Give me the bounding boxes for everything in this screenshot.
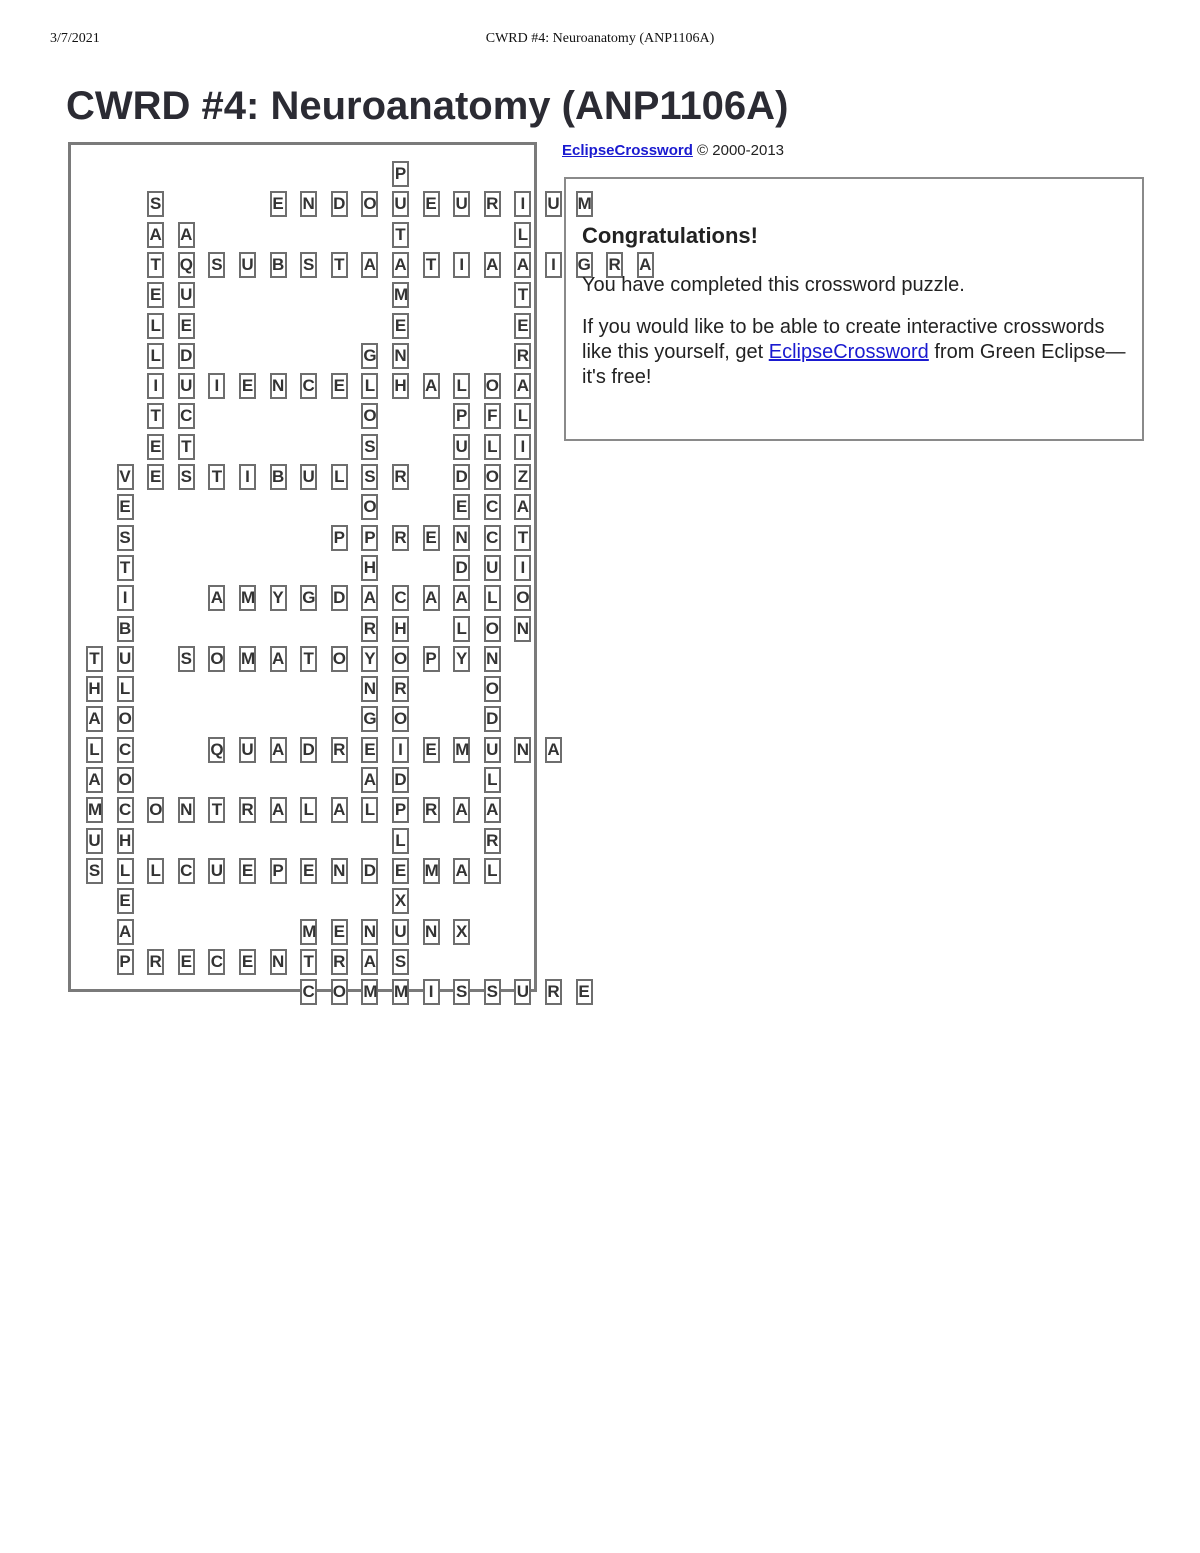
crossword-cell[interactable]: O xyxy=(208,646,225,672)
crossword-cell[interactable]: B xyxy=(117,616,134,642)
crossword-cell[interactable]: N xyxy=(484,646,501,672)
crossword-cell[interactable]: T xyxy=(208,464,225,490)
crossword-cell[interactable]: S xyxy=(484,979,501,1005)
crossword-cell[interactable]: O xyxy=(361,403,378,429)
congratulations-box xyxy=(564,177,1144,441)
crossword-cell[interactable]: R xyxy=(423,797,440,823)
crossword-cell[interactable]: S xyxy=(453,979,470,1005)
crossword-cell[interactable]: T xyxy=(300,646,317,672)
crossword-cell[interactable]: M xyxy=(86,797,103,823)
crossword-cell[interactable]: O xyxy=(117,706,134,732)
crossword-cell[interactable]: R xyxy=(147,949,164,975)
crossword-cell[interactable]: G xyxy=(300,585,317,611)
crossword-cell[interactable]: Y xyxy=(453,646,470,672)
crossword-cell[interactable]: R xyxy=(239,797,256,823)
crossword-cell[interactable]: I xyxy=(208,373,225,399)
crossword-cell[interactable]: M xyxy=(300,919,317,945)
crossword-cell[interactable]: R xyxy=(392,464,409,490)
crossword-cell[interactable]: P xyxy=(270,858,287,884)
crossword-cell[interactable]: R xyxy=(545,979,562,1005)
crossword-cell[interactable]: L xyxy=(514,403,531,429)
promo-text-before: If you would like to be able to create interactive crosswords like this yourself, get xyxy=(582,316,1105,363)
crossword-cell[interactable]: E xyxy=(392,313,409,339)
crossword-cell[interactable]: A xyxy=(270,646,287,672)
crossword-cell[interactable]: I xyxy=(239,464,256,490)
crossword-cell[interactable]: E xyxy=(117,888,134,914)
crossword-cell[interactable]: L xyxy=(300,797,317,823)
crossword-cell[interactable]: P xyxy=(453,403,470,429)
crossword-cell[interactable]: L xyxy=(147,343,164,369)
crossword-cell[interactable]: M xyxy=(361,979,378,1005)
crossword-cell[interactable]: A xyxy=(423,373,440,399)
crossword-cell[interactable]: E xyxy=(423,737,440,763)
crossword-cell[interactable]: E xyxy=(147,464,164,490)
crossword-cell[interactable]: U xyxy=(453,434,470,460)
page-title: CWRD #4: Neuroanatomy (ANP1106A) xyxy=(66,84,789,128)
crossword-cell[interactable]: A xyxy=(208,585,225,611)
crossword-cell[interactable]: C xyxy=(300,979,317,1005)
crossword-cell[interactable]: A xyxy=(514,252,531,278)
crossword-cell[interactable]: E xyxy=(576,979,593,1005)
crossword-cell[interactable]: U xyxy=(117,646,134,672)
crossword-cell[interactable]: N xyxy=(300,191,317,217)
crossword-cell[interactable]: U xyxy=(392,191,409,217)
crossword-cell[interactable]: E xyxy=(514,313,531,339)
crossword-cell[interactable]: O xyxy=(361,494,378,520)
crossword-cell[interactable]: L xyxy=(484,767,501,793)
crossword-cell[interactable]: A xyxy=(514,494,531,520)
crossword-cell[interactable]: P xyxy=(423,646,440,672)
crossword-cell[interactable]: H xyxy=(117,828,134,854)
crossword-cell[interactable]: N xyxy=(178,797,195,823)
crossword-cell[interactable]: A xyxy=(453,858,470,884)
crossword-cell[interactable]: A xyxy=(117,919,134,945)
crossword-cell[interactable]: E xyxy=(178,313,195,339)
crossword-cell[interactable]: E xyxy=(331,919,348,945)
credit-line xyxy=(562,142,784,159)
crossword-cell[interactable]: U xyxy=(208,858,225,884)
crossword-cell[interactable]: D xyxy=(331,585,348,611)
crossword-cell[interactable]: P xyxy=(392,161,409,187)
crossword-cell[interactable]: E xyxy=(147,282,164,308)
crossword-cell[interactable]: R xyxy=(361,616,378,642)
crossword-cell[interactable]: O xyxy=(331,979,348,1005)
crossword-cell[interactable]: E xyxy=(423,525,440,551)
crossword-cell[interactable]: E xyxy=(453,494,470,520)
crossword-cell[interactable]: A xyxy=(423,585,440,611)
crossword-cell[interactable]: C xyxy=(392,585,409,611)
crossword-cell[interactable]: P xyxy=(392,797,409,823)
crossword-cell[interactable]: B xyxy=(270,252,287,278)
crossword-cell[interactable]: M xyxy=(239,585,256,611)
crossword-cell[interactable]: I xyxy=(514,434,531,460)
crossword-cell[interactable]: T xyxy=(300,949,317,975)
crossword-cell[interactable]: E xyxy=(147,434,164,460)
crossword-cell[interactable]: R xyxy=(331,949,348,975)
crossword-cell[interactable]: E xyxy=(423,191,440,217)
crossword-cell[interactable]: U xyxy=(178,373,195,399)
crossword-cell[interactable]: A xyxy=(270,797,287,823)
crossword-cell[interactable]: N xyxy=(392,343,409,369)
crossword-cell[interactable]: Y xyxy=(361,646,378,672)
crossword-cell[interactable]: O xyxy=(117,767,134,793)
crossword-cell[interactable]: I xyxy=(453,252,470,278)
crossword-cell[interactable]: U xyxy=(239,737,256,763)
crossword-cell[interactable]: E xyxy=(331,373,348,399)
crossword-cell[interactable]: C xyxy=(208,949,225,975)
crossword-cell[interactable]: U xyxy=(453,191,470,217)
promo-message xyxy=(582,315,1126,390)
crossword-cell[interactable]: E xyxy=(392,858,409,884)
crossword-cell[interactable]: G xyxy=(361,343,378,369)
crossword-cell[interactable]: S xyxy=(86,858,103,884)
crossword-cell[interactable]: U xyxy=(300,464,317,490)
crossword-cell[interactable]: D xyxy=(178,343,195,369)
crossword-cell[interactable]: Q xyxy=(208,737,225,763)
crossword-cell[interactable]: N xyxy=(361,919,378,945)
crossword-cell[interactable]: R xyxy=(484,191,501,217)
crossword-cell[interactable]: U xyxy=(392,919,409,945)
crossword-cell[interactable]: D xyxy=(331,191,348,217)
crossword-cell[interactable]: O xyxy=(147,797,164,823)
crossword-cell[interactable]: S xyxy=(208,252,225,278)
crossword-cell[interactable]: A xyxy=(545,737,562,763)
crossword-cell[interactable]: T xyxy=(423,252,440,278)
crossword-cell[interactable]: L xyxy=(147,858,164,884)
crossword-cell[interactable]: D xyxy=(484,706,501,732)
crossword-cell[interactable]: B xyxy=(270,464,287,490)
crossword-cell[interactable]: L xyxy=(361,373,378,399)
crossword-cell[interactable]: E xyxy=(239,949,256,975)
crossword-cell[interactable]: E xyxy=(239,373,256,399)
crossword-cell[interactable]: A xyxy=(453,797,470,823)
crossword-cell[interactable]: S xyxy=(147,191,164,217)
crossword-cell[interactable]: E xyxy=(117,494,134,520)
crossword-cell[interactable]: A xyxy=(392,252,409,278)
crossword-cell[interactable]: E xyxy=(300,858,317,884)
crossword-cell[interactable]: A xyxy=(331,797,348,823)
crossword-cell[interactable]: H xyxy=(86,676,103,702)
crossword-cell[interactable]: T xyxy=(86,646,103,672)
crossword-cell[interactable]: A xyxy=(86,767,103,793)
crossword-cell[interactable]: S xyxy=(392,949,409,975)
crossword-cell[interactable]: M xyxy=(239,646,256,672)
crossword-cell[interactable]: L xyxy=(484,434,501,460)
crossword-cell[interactable]: N xyxy=(514,737,531,763)
crossword-cell[interactable]: A xyxy=(178,222,195,248)
crossword-cell[interactable]: L xyxy=(147,313,164,339)
crossword-cell[interactable]: M xyxy=(392,282,409,308)
crossword-cell[interactable]: L xyxy=(117,676,134,702)
crossword-cell[interactable]: N xyxy=(270,949,287,975)
crossword-cell[interactable]: S xyxy=(178,464,195,490)
crossword-cell[interactable]: P xyxy=(331,525,348,551)
crossword-cell[interactable]: A xyxy=(484,252,501,278)
crossword-cell[interactable]: R xyxy=(484,828,501,854)
crossword-cell[interactable]: U xyxy=(239,252,256,278)
crossword-cell[interactable]: R xyxy=(331,737,348,763)
promo-text-after: from Green Eclipse—it's free! xyxy=(582,341,1126,388)
crossword-cell[interactable]: N xyxy=(423,919,440,945)
crossword-cell[interactable]: I xyxy=(117,585,134,611)
crossword-cell[interactable]: T xyxy=(514,525,531,551)
crossword-cell[interactable]: N xyxy=(453,525,470,551)
crossword-cell[interactable]: M xyxy=(423,858,440,884)
crossword-cell[interactable]: P xyxy=(117,949,134,975)
crossword-cell[interactable]: H xyxy=(392,373,409,399)
crossword-cell[interactable]: L xyxy=(361,797,378,823)
crossword-cell[interactable]: E xyxy=(270,191,287,217)
crossword-cell[interactable]: T xyxy=(117,555,134,581)
crossword-cell[interactable]: N xyxy=(270,373,287,399)
crossword-cell[interactable]: G xyxy=(361,706,378,732)
crossword-cell[interactable]: S xyxy=(361,464,378,490)
crossword-cell[interactable]: H xyxy=(392,616,409,642)
crossword-cell[interactable]: C xyxy=(484,494,501,520)
crossword-cell[interactable]: Q xyxy=(178,252,195,278)
crossword-cell[interactable]: P xyxy=(361,525,378,551)
crossword-cell[interactable]: E xyxy=(178,949,195,975)
crossword-cell[interactable]: T xyxy=(392,222,409,248)
crossword-cell[interactable]: U xyxy=(545,191,562,217)
crossword-cell[interactable]: L xyxy=(514,222,531,248)
crossword-cell[interactable]: O xyxy=(331,646,348,672)
crossword-cell[interactable]: F xyxy=(484,403,501,429)
crossword-cell[interactable]: X xyxy=(392,888,409,914)
crossword-cell[interactable]: U xyxy=(178,282,195,308)
crossword-cell[interactable]: U xyxy=(86,828,103,854)
crossword-cell[interactable]: C xyxy=(178,858,195,884)
crossword-cell[interactable]: C xyxy=(117,737,134,763)
crossword-cell[interactable]: G xyxy=(576,252,593,278)
crossword-cell[interactable]: I xyxy=(392,737,409,763)
crossword-cell[interactable]: T xyxy=(178,434,195,460)
crossword-cell[interactable]: A xyxy=(514,373,531,399)
crossword-cell[interactable]: D xyxy=(361,858,378,884)
crossword-cell[interactable]: A xyxy=(147,222,164,248)
crossword-cell[interactable]: Z xyxy=(514,464,531,490)
crossword-cell[interactable]: L xyxy=(86,737,103,763)
crossword-cell[interactable]: Y xyxy=(270,585,287,611)
crossword-cell[interactable]: N xyxy=(361,676,378,702)
crossword-cell[interactable]: A xyxy=(637,252,654,278)
crossword-cell[interactable]: D xyxy=(453,464,470,490)
eclipsecrossword-promo-link[interactable]: EclipseCrossword xyxy=(768,341,929,363)
crossword-cell[interactable]: I xyxy=(147,373,164,399)
crossword-cell[interactable]: N xyxy=(331,858,348,884)
crossword-cell[interactable]: R xyxy=(392,525,409,551)
crossword-cell[interactable]: D xyxy=(453,555,470,581)
crossword-cell[interactable]: A xyxy=(484,797,501,823)
crossword-cell[interactable]: C xyxy=(117,797,134,823)
crossword-cell[interactable]: O xyxy=(484,616,501,642)
crossword-cell[interactable]: C xyxy=(178,403,195,429)
crossword-cell[interactable]: I xyxy=(514,191,531,217)
crossword-cell[interactable]: M xyxy=(576,191,593,217)
crossword-cell[interactable]: I xyxy=(514,555,531,581)
crossword-cell[interactable]: S xyxy=(300,252,317,278)
crossword-cell[interactable]: O xyxy=(392,706,409,732)
crossword-cell[interactable]: O xyxy=(484,464,501,490)
crossword-cell[interactable]: O xyxy=(392,646,409,672)
crossword-cell[interactable]: O xyxy=(484,373,501,399)
crossword-cell[interactable]: L xyxy=(117,858,134,884)
crossword-cell[interactable]: A xyxy=(361,252,378,278)
crossword-cell[interactable]: R xyxy=(606,252,623,278)
crossword-cell[interactable]: N xyxy=(514,616,531,642)
crossword-cell[interactable]: S xyxy=(178,646,195,672)
crossword-cell[interactable]: X xyxy=(453,919,470,945)
crossword-cell[interactable]: U xyxy=(484,737,501,763)
crossword-cell[interactable]: T xyxy=(147,252,164,278)
crossword-cell[interactable]: D xyxy=(300,737,317,763)
copyright-text: © 2000-2013 xyxy=(692,142,785,159)
crossword-cell[interactable]: H xyxy=(361,555,378,581)
crossword-cell[interactable]: L xyxy=(453,373,470,399)
crossword-cell[interactable]: A xyxy=(453,585,470,611)
crossword-cell[interactable]: L xyxy=(484,585,501,611)
crossword-cell[interactable]: U xyxy=(514,979,531,1005)
crossword-cell[interactable]: L xyxy=(331,464,348,490)
crossword-cell[interactable]: O xyxy=(484,676,501,702)
crossword-cell[interactable]: M xyxy=(453,737,470,763)
crossword-cell[interactable]: S xyxy=(361,434,378,460)
crossword-cell[interactable]: E xyxy=(361,737,378,763)
crossword-cell[interactable]: T xyxy=(147,403,164,429)
crossword-cell[interactable]: A xyxy=(361,767,378,793)
crossword-cell[interactable]: L xyxy=(484,858,501,884)
print-header-date: 3/7/2021 xyxy=(50,31,100,46)
crossword-cell[interactable]: I xyxy=(423,979,440,1005)
crossword-cell[interactable]: V xyxy=(117,464,134,490)
print-header-title: CWRD #4: Neuroanatomy (ANP1106A) xyxy=(485,31,715,46)
crossword-cell[interactable]: T xyxy=(208,797,225,823)
crossword-cell[interactable]: T xyxy=(331,252,348,278)
crossword-cell[interactable]: A xyxy=(361,585,378,611)
crossword-cell[interactable]: D xyxy=(392,767,409,793)
crossword-cell[interactable]: C xyxy=(484,525,501,551)
crossword-cell[interactable]: I xyxy=(545,252,562,278)
crossword-cell[interactable]: C xyxy=(300,373,317,399)
crossword-cell[interactable]: M xyxy=(392,979,409,1005)
crossword-cell[interactable]: A xyxy=(361,949,378,975)
crossword-cell[interactable]: A xyxy=(270,737,287,763)
crossword-cell[interactable]: R xyxy=(514,343,531,369)
crossword-cell[interactable]: L xyxy=(453,616,470,642)
eclipsecrossword-link[interactable]: EclipseCrossword xyxy=(562,142,693,159)
crossword-cell[interactable]: U xyxy=(484,555,501,581)
congratulations-heading: Congratulations! xyxy=(582,223,758,248)
crossword-cell[interactable]: A xyxy=(86,706,103,732)
crossword-cell[interactable]: E xyxy=(239,858,256,884)
crossword-cell[interactable]: S xyxy=(117,525,134,551)
crossword-cell[interactable]: O xyxy=(361,191,378,217)
crossword-cell[interactable]: L xyxy=(392,828,409,854)
completion-message: You have completed this crossword puzzle. xyxy=(582,274,965,296)
crossword-cell[interactable]: R xyxy=(392,676,409,702)
crossword-cell[interactable]: O xyxy=(514,585,531,611)
crossword-cell[interactable]: T xyxy=(514,282,531,308)
